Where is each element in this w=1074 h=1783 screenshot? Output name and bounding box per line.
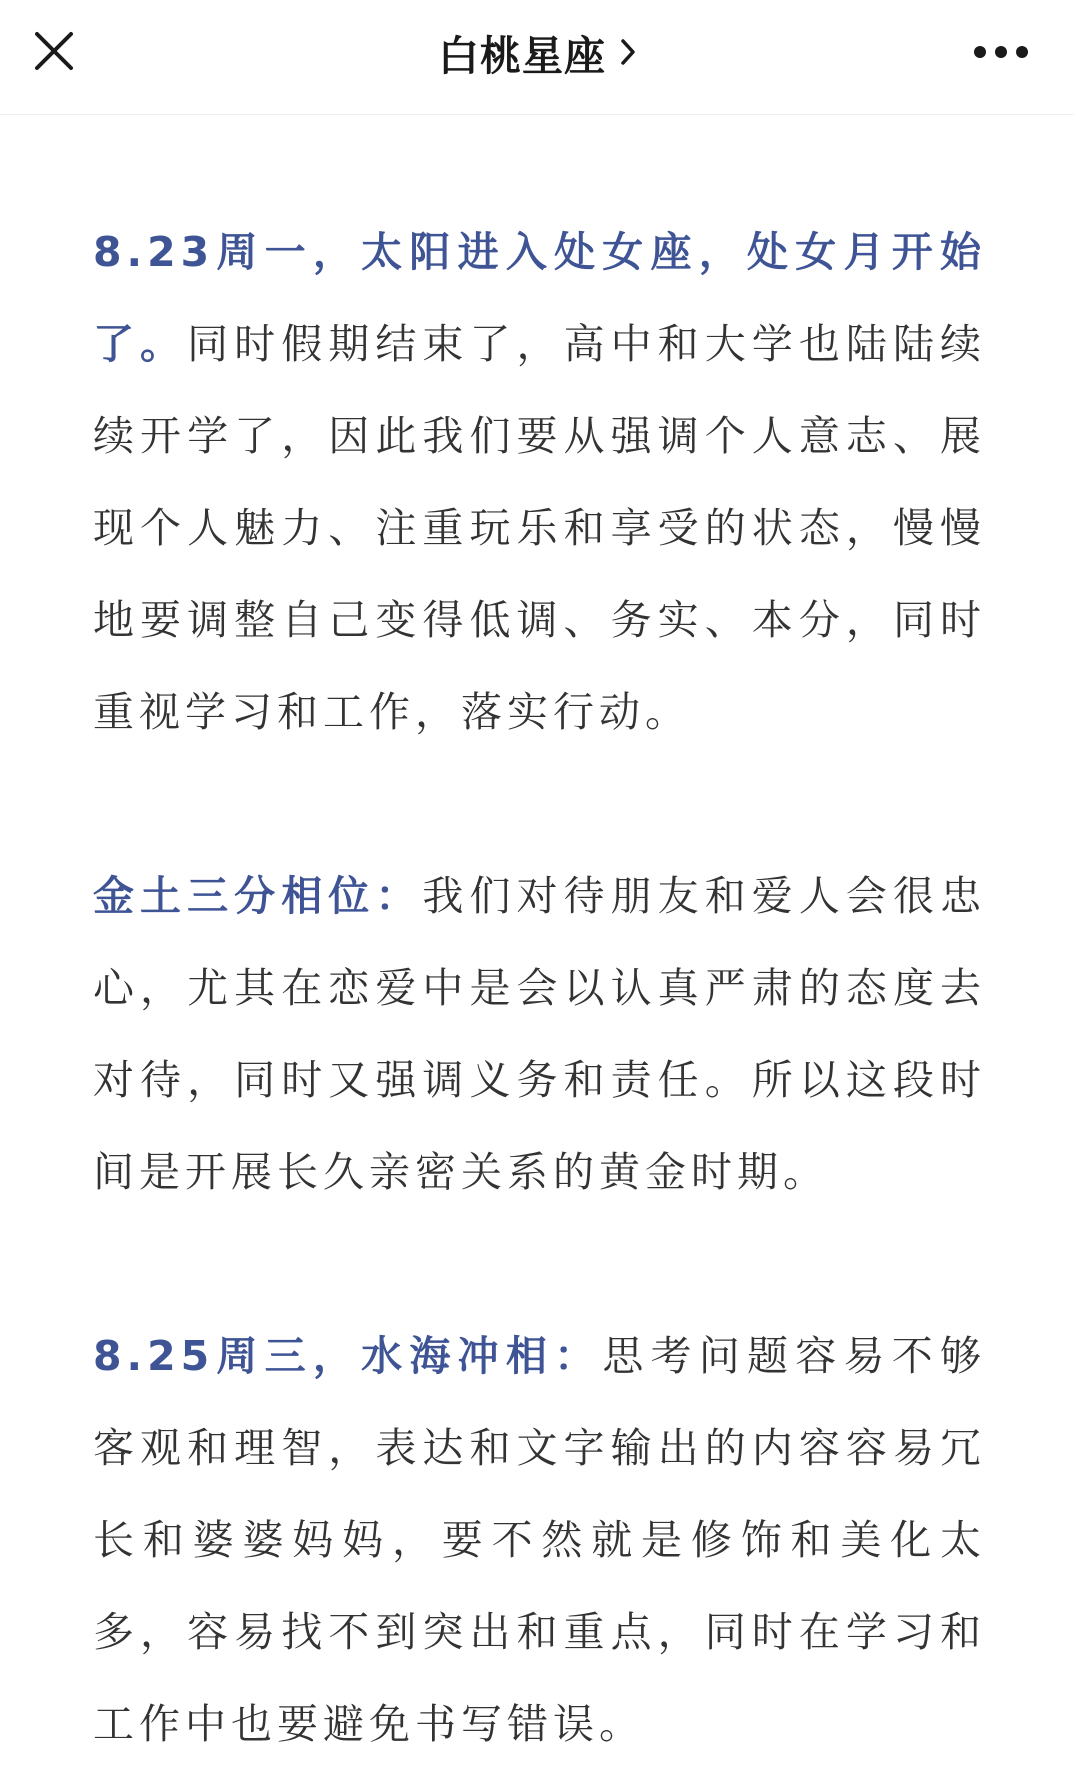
- chevron-right-icon: [620, 37, 636, 67]
- paragraph-highlight: 金土三分相位：: [93, 872, 423, 920]
- more-horizontal-icon: [973, 45, 1029, 59]
- account-title-link[interactable]: [0, 22, 1074, 82]
- article-paragraph: [93, 1310, 986, 1770]
- more-button[interactable]: [962, 24, 1040, 80]
- paragraph-text: 思考问题容易不够客观和理智，表达和文字输出的内容容易冗长和婆婆妈妈，要不然就是修饰和美化太多，容易找不到突出和重点，同时在学习和工作中也要避免书写错误。: [93, 1332, 986, 1748]
- article-paragraph: [93, 850, 986, 1218]
- paragraph-highlight: 8.23周一，太阳进入处女座，处女月开始了。: [93, 228, 986, 368]
- article-body: [93, 206, 986, 1770]
- article-paragraph: [93, 206, 986, 758]
- paragraph-text: 同时假期结束了，高中和大学也陆陆续续开学了，因此我们要从强调个人意志、展现个人魅力、注重玩乐和享受的状态，慢慢地要调整自己变得低调、务实、本分，同时重视学习和工作，落实行动。: [93, 320, 987, 736]
- paragraph-text: 我们对待朋友和爱人会很忠心，尤其在恋爱中是会以认真严肃的态度去对待，同时又强调义务和责任。所以这段时间是开展长久亲密关系的黄金时期。: [93, 872, 987, 1196]
- page-title: 白桃星座: [438, 31, 606, 80]
- top-nav-bar: [0, 0, 1074, 115]
- paragraph-highlight: 8.25周三，水海冲相：: [93, 1332, 603, 1380]
